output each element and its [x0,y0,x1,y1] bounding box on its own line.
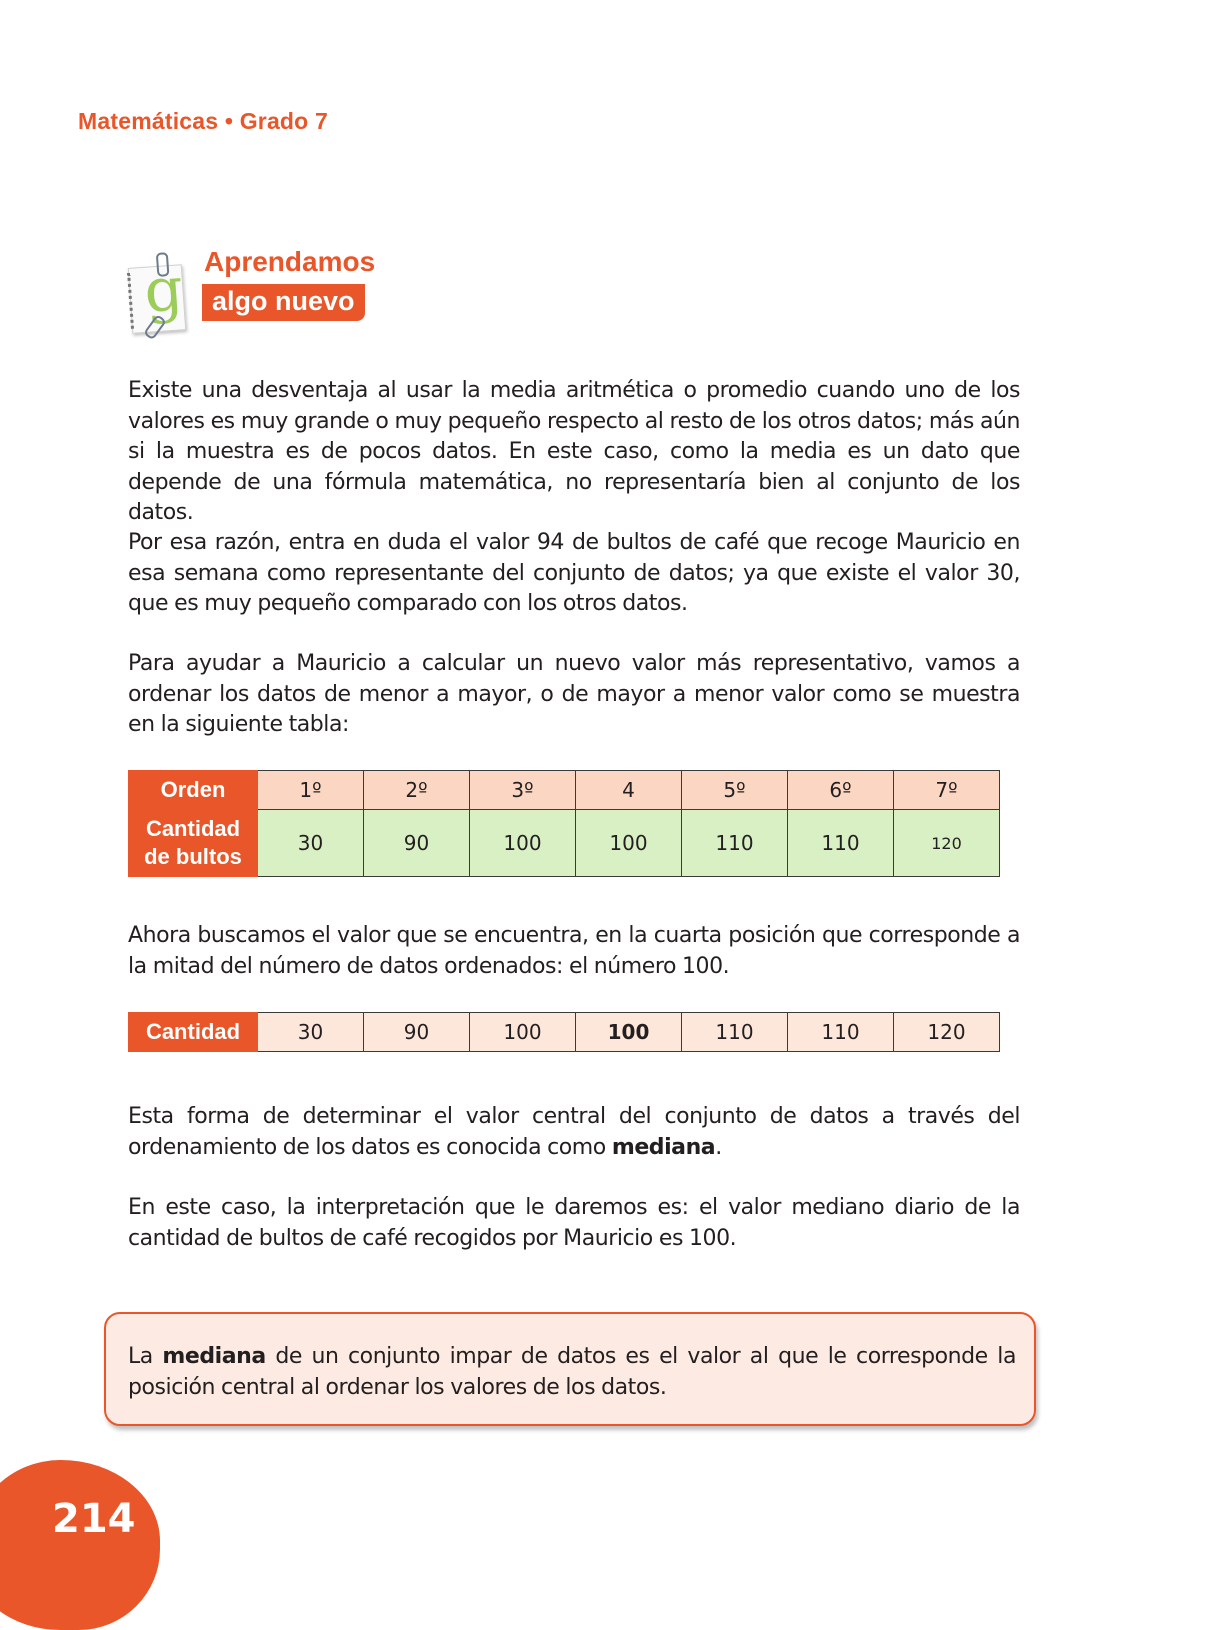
page-number-badge [0,1460,160,1630]
value-cell: 30 [258,1013,364,1052]
definition-start: La [128,1344,163,1369]
order-cell: 5º [682,771,788,810]
row-label-quantity [129,810,258,877]
value-cell: 110 [682,1013,788,1052]
paragraph-4: Ahora buscamos el valor que se encuentra, en la cuarta posición que corresponde a la mitad del número de datos ordenados: el número 100. [128,923,1020,979]
value-cell: 110 [788,1013,894,1052]
row-label-quantity: Cantidad [129,1013,258,1052]
order-cell: 2º [364,771,470,810]
paragraph-5-end: . [715,1134,722,1160]
definition-box [104,1312,1036,1426]
row-label-order: Orden [129,771,258,810]
value-cell: 110 [682,810,788,877]
definition-rest: de un conjunto impar de datos es el valor al que le corresponde la posición central al ordenar los valores de los datos. [128,1344,1016,1400]
paragraph-1: Existe una desventaja al usar la media aritmética o promedio cuando uno de los valores es muy grande o muy pequeño respecto al resto de los otros datos; más aún si la muestra es de pocos datos. En este caso, como la media es un dato que depende de una fórmula matemática, no representaría bien al conjunto de los datos. [128,378,1020,525]
value-cell: 100 [470,1013,576,1052]
paragraph-5-text: Esta forma de determinar el valor central del conjunto de datos a través del ordenamiento de los datos es conocida como [128,1104,1020,1160]
value-cell: 90 [364,810,470,877]
order-cell: 7º [894,771,1000,810]
definition-term: mediana [162,1344,266,1369]
order-cell: 6º [788,771,894,810]
value-cell: 90 [364,1013,470,1052]
order-cell: 1º [258,771,364,810]
paragraph-5-term: mediana [611,1134,716,1160]
section-title-line2: algo nuevo [202,284,365,321]
page-number: 214 [52,1496,136,1542]
row-label-quantity-line1: Cantidad [145,816,241,841]
notebook-g-icon: g [128,264,186,334]
section-heading [128,244,388,344]
table-row-median [129,1013,1000,1052]
table-row-order [129,771,1000,810]
ordered-data-table [128,770,1000,877]
value-cell: 120 [894,1013,1000,1052]
value-cell: 110 [788,810,894,877]
median-value-cell: 100 [576,1013,682,1052]
table-row-quantity [129,810,1000,877]
definition-text [128,1342,1016,1403]
row-label-quantity-line2: de bultos [144,844,242,869]
running-title: Matemáticas • Grado 7 [78,108,329,134]
section-title-line1: Aprendamos [204,246,376,277]
median-table [128,1012,1000,1052]
paragraph-2: Por esa razón, entra en duda el valor 94 de bultos de café que recoge Mauricio en esa semana como representante del conjunto de datos; ya que existe el valor 30, que es muy pequeño comparado con los otros datos. [128,530,1020,616]
value-cell: 120 [894,810,1000,877]
value-cell: 100 [470,810,576,877]
paragraph-5 [128,1102,1020,1163]
order-cell: 3º [470,771,576,810]
paragraph-3: Para ayudar a Mauricio a calcular un nuevo valor más representativo, vamos a ordenar los datos de menor a mayor, o de mayor a menor valor como se muestra en la siguiente tabla: [128,651,1020,737]
order-cell: 4 [576,771,682,810]
value-cell: 30 [258,810,364,877]
paragraph-6: En este caso, la interpretación que le daremos es: el valor mediano diario de la cantidad de bultos de café recogidos por Mauricio es 100. [128,1195,1020,1251]
value-cell: 100 [576,810,682,877]
